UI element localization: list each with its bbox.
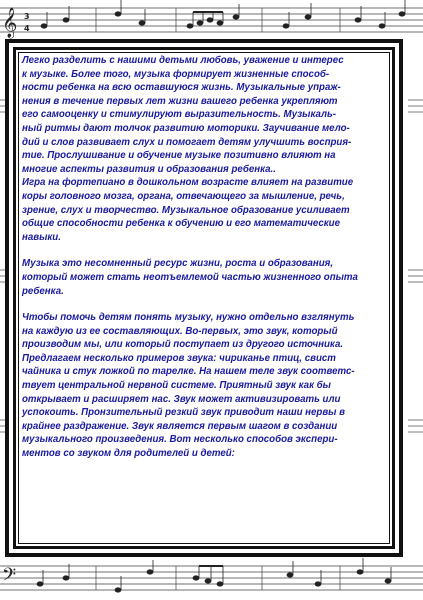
bass-clef-icon: 𝄢 [2, 565, 17, 590]
svg-text:3: 3 [24, 12, 30, 21]
paragraph-music-development: Легко разделить с нашими детьми любовь, уважение и интерес к музыке. Более того, музыка формирует жизненные способ- ности ребенка на всю оставшуюся жизнь. Музыкальные упраж- нения в течение первых лет жизни вашего ребенка укрепляют его самооценку и стимулируют выразительность. Музыкаль- ный ритмы дают толчок развитию моторики. Заучивание мело- дий и слов развивает слух и помогает детям улучшить восприя- тие. Прослушивание и обучение музыке позитивно влияют на многие аспекты развития и образования ребенка.. Игра на фортепиано в дошкольном возрасте влияет на развитие коры головного мозга, органа, отвечающего за мышление, речь, зрение, слух и творчество. Музыкальное образование усиливает общие способности ребенка к обучению и его математические навыки. [22, 55, 354, 243]
article-text [22, 54, 386, 461]
treble-clef-icon: 𝄞 [2, 8, 18, 38]
paragraph-music-resource: Музыка это несомненный ресурс жизни, роста и образования, который может стать неотъемлемой частью жизненного опыта ребенка. [22, 258, 358, 297]
svg-text:4: 4 [24, 24, 30, 33]
paragraph-sound-experiments: Чтобы помочь детям понять музыку, нужно отдельно взглянуть на каждую из ее составляющих. Во-первых, это звук, который производим мы, или который поступает из другого источника. Предлагаем несколько примеров звука: чириканье птиц, свист чайника и стук ложкой по тарелке. На нашем теле звук соответс- твует центральной нервной системе. Приятный звук как бы открывает и расширяет нас. Звук может активизировать или успокоить. Пронзительный резкий звук приводит наши нервы в крайнее раздражение. Звук является первым шагом в создании музыкального произведения. Вот несколько способов экспери- ментов со звуком для родителей и детей: [22, 312, 355, 460]
